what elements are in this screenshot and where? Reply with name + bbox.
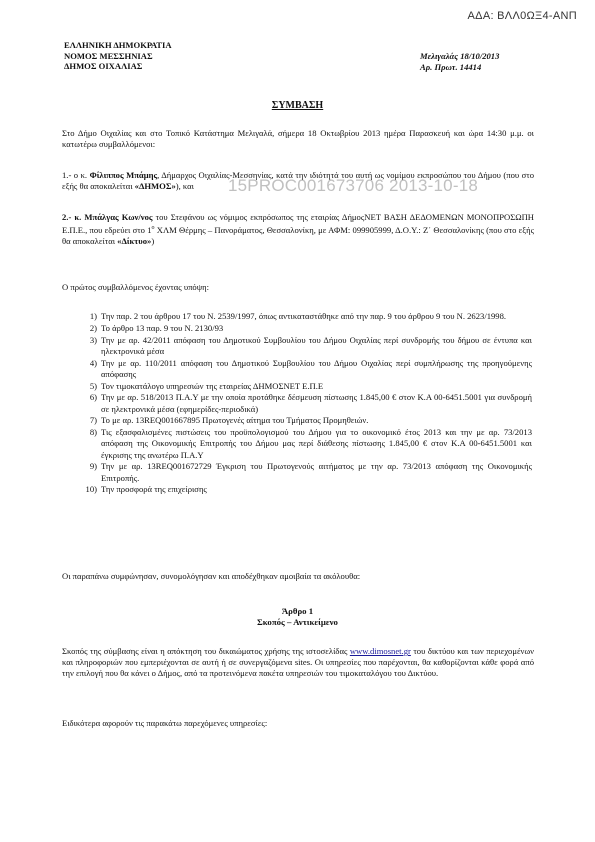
document-date: Μελιγαλάς 18/10/2013 [420, 51, 500, 61]
list-item [80, 415, 532, 426]
party-1-text: , Δήμαρχος Οιχαλίας-Μεσσηνίας, κατά την ιδιότητά του αυτή ως νομίμου εκπροσώπου του Δήμου (που στο εξής θα αποκαλείται [62, 170, 535, 192]
issuer-line: ΕΛΛΗΝΙΚΗ ΔΗΜΟΚΡΑΤΙΑ [64, 40, 172, 50]
list-item-text: Την με αρ. 518/2013 Π.Α.Υ με την οποία προτάθηκε δέσμευση πίστωσης 1.845,00 € στον Κ.Α 00-6451.5001 για συνδρομή σε ηλεκτρονικά μέσα (εφημερίδες-περιοδικά) [101, 392, 532, 414]
ada-code: ΑΔΑ: ΒΛΛ0ΩΞ4-ΑΝΠ [467, 10, 577, 22]
list-item [80, 427, 532, 461]
list-item [80, 461, 532, 483]
party-2-name: Μπάλγας Κων/νος [84, 212, 153, 222]
party-2-paragraph [62, 212, 534, 247]
list-item [80, 358, 532, 380]
list-item-text: Το άρθρο 13 παρ. 9 του Ν. 2130/93 [101, 322, 224, 333]
list-item-number: 7) [89, 415, 97, 426]
purpose-text-cont: του δικτύου και των περιεχομένων και πληροφοριών που εμπεριέχονται σε αυτή ή σε συνεργαζόμενα sites. Οι υπηρεσίες που παρέχονται, θα καθορίζονται κάθε φορά από την επιλογή που θα κάνει ο Δήμος, από τα προτεινόμενα πακέτα υπηρεσιών του τιμοκαταλόγου του Δικτύου. [62, 646, 534, 679]
party-1-name: Φίλιππος Μπάμης [89, 170, 158, 180]
issuer-header [64, 40, 172, 72]
date-protocol-block [420, 51, 499, 72]
list-item [80, 381, 532, 392]
list-item [80, 484, 532, 495]
party-2-suffix: ) [151, 236, 155, 247]
list-item-text: Την με αρ. 13REQ001672729 Έγκριση του Πρωτογενούς αιτήματος με την αρ. 73/2013 απόφαση της Οικονομικής Επιτροπής. [101, 461, 532, 483]
list-item-text: Την με αρ. 110/2011 απόφαση του Δημοτικού Συμβουλίου του Δήμου Οιχαλίας περί συμπλήρωσης της προηγούμενης απόφασης [101, 357, 532, 379]
list-item-number: 5) [89, 380, 97, 391]
party-2-text: του Στεφάνου ως νόμιμος εκπρόσωπος της εταιρίας ΔήμοςΝΕΤ ΒΑΣΗ ΔΕΔΟΜΕΝΩΝ ΜΟΝΟΠΡΟΣΩΠΗ Ε.Π.Ε., που εδρεύει στο 1 [62, 212, 534, 236]
considering-heading: Ο πρώτος συμβαλλόμενος έχοντας υπόψη: [62, 282, 209, 292]
list-item [80, 323, 532, 334]
article-heading [0, 606, 595, 628]
party-2-superscript: ο [151, 225, 155, 232]
list-item [80, 311, 532, 322]
party-2-alias: «Δίκτυο» [117, 236, 152, 247]
list-item-text: Τον τιμοκατάλογο υπηρεσιών της εταιρείας ΔΗΜΟΣΝΕΤ Ε.Π.Ε [101, 380, 324, 391]
list-item-number: 6) [89, 392, 97, 403]
issuer-line: ΔΗΜΟΣ ΟΙΧΑΛΙΑΣ [64, 61, 143, 71]
protocol-number: Αρ. Πρωτ. 14414 [420, 61, 482, 72]
watermark-stamp: 15PROC001673706 2013-10-18 [228, 176, 478, 195]
list-item-text: Την παρ. 2 του άρθρου 17 του Ν. 2539/1997, όπως αντικαταστάθηκε από την παρ. 9 του άρθρου 9 του Ν. 2623/1998. [101, 311, 507, 321]
list-item-number: 8) [89, 427, 97, 438]
list-item-number: 2) [89, 322, 97, 333]
list-item [80, 335, 532, 357]
list-item-text: Την προσφορά της επιχείρισης [101, 484, 207, 495]
list-item-number: 9) [89, 461, 97, 472]
article-title: Άρθρο 1 [281, 606, 314, 616]
intro-paragraph: Στο Δήμο Οιχαλίας και στο Τοπικό Κατάστημα Μελιγαλά, σήμερα 18 Οκτωβρίου 2013 ημέρα Παρασκευή και ώρα 14:30 μ.μ. οι κατωτέρω συμβαλλόμενοι: [62, 128, 534, 150]
list-item-number: 10) [85, 484, 97, 495]
agreement-paragraph: Οι παραπάνω συμφώνησαν, συνομολόγησαν και αποδέχθηκαν αμοιβαία τα ακόλουθα: [62, 571, 361, 581]
list-item-text: Το με αρ. 13REQ001667895 Πρωτογενές αίτημα του Τμήματος Προμηθειών. [101, 415, 369, 426]
document-title: ΣΥΜΒΑΣΗ [271, 100, 324, 111]
party-1-suffix: ), και [175, 181, 194, 192]
list-item-text: Την με αρ. 42/2011 απόφαση του Δημοτικού Συμβουλίου του Δήμου Οιχαλίας περί συνδρομής του δήμου σε έντυπα και ηλεκτρονικά μέσα [101, 334, 532, 356]
list-item-number: 4) [89, 357, 97, 368]
issuer-line: ΝΟΜΟΣ ΜΕΣΣΗΝΙΑΣ [64, 50, 153, 61]
considerations-list [80, 311, 532, 496]
party-2-prefix: 2.- κ. [62, 212, 85, 222]
purpose-text: Σκοπός της σύμβασης είναι η απόκτηση του δικαιώματος χρήσης της ιστοσελίδας [62, 646, 350, 656]
website-link[interactable]: www.dimosnet.gr [349, 646, 411, 656]
party-1-prefix: 1.- ο κ. [62, 170, 90, 180]
list-item-text: Τις εξασφαλισμένες πιστώσεις του προϋπολογισμού του Δήμου για το οικονομικό έτος 2013 και την με αρ. 73/2013 απόφαση της Οικονομικής Επιτροπής του Δήμου μας περί διάθεσης πίστωσης 1.845,00 € στον Κ.Α 00-6451.5001 και έγκρισης της ανωτέρω Π.Α.Υ [101, 427, 532, 460]
list-item-number: 3) [89, 334, 97, 345]
party-2-text-cont: ΧΛΜ Θέρμης – Πανοράματος, Θεσσαλονίκη, με ΑΦΜ: 099905999, Δ.Ο.Υ.: Ζ΄ Θεσσαλονίκης (που στο εξής θα αποκαλείται [62, 225, 534, 247]
list-item-number: 1) [89, 311, 97, 321]
purpose-paragraph [62, 646, 534, 680]
list-item [80, 392, 532, 414]
services-paragraph: Ειδικότερα αφορούν τις παρακάτω παρεχόμενες υπηρεσίες: [62, 718, 268, 728]
party-1-alias: «ΔΗΜΟΣ» [134, 181, 176, 192]
article-subtitle: Σκοπός – Αντικείμενο [257, 617, 338, 627]
